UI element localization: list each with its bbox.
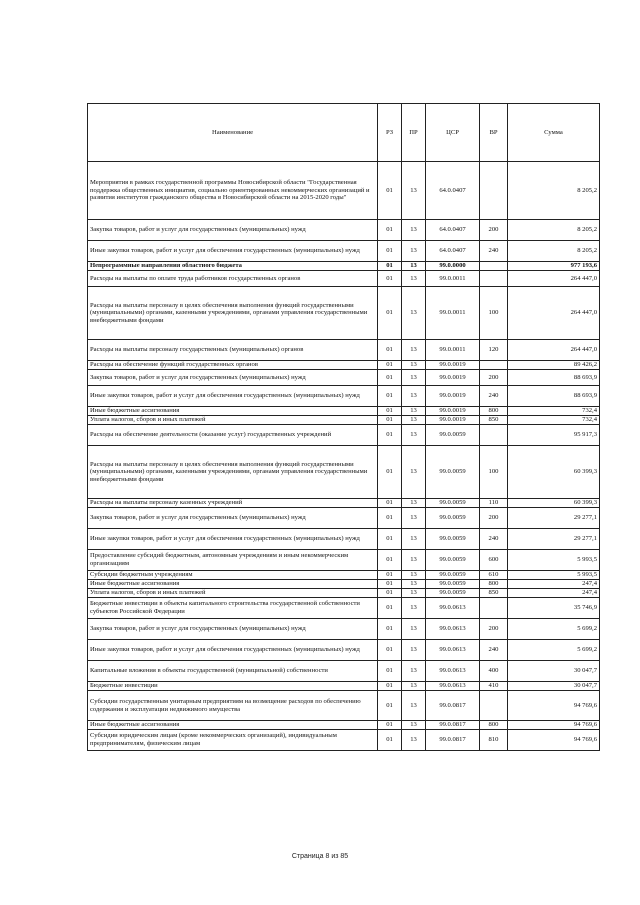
table-row [88, 241, 600, 262]
row-pr-cell: 13 [402, 580, 426, 589]
row-pr-cell: 13 [402, 340, 426, 361]
row-pr-cell: 13 [402, 640, 426, 661]
row-sum-cell: 8 205,2 [508, 241, 600, 262]
row-vr-cell: 410 [480, 682, 508, 691]
row-rz-cell: 01 [378, 220, 402, 241]
row-csr-cell: 99.0.0059 [426, 571, 480, 580]
row-name-cell: Иные бюджетные ассигнования [88, 580, 378, 589]
row-vr-cell: 110 [480, 499, 508, 508]
row-csr-cell: 99.0.0613 [426, 682, 480, 691]
row-sum-cell: 977 193,6 [508, 262, 600, 271]
row-rz-cell: 01 [378, 425, 402, 446]
table-row [88, 416, 600, 425]
row-sum-cell: 94 769,6 [508, 730, 600, 751]
row-csr-cell: 99.0.0019 [426, 386, 480, 407]
row-rz-cell: 01 [378, 529, 402, 550]
row-vr-cell: 240 [480, 640, 508, 661]
table-body [88, 162, 600, 751]
row-name-cell: Иные закупки товаров, работ и услуг для обеспечения государственных (муниципальных) нужд [88, 529, 378, 550]
page-number: Страница 8 из 85 [291, 853, 349, 860]
row-rz-cell: 01 [378, 262, 402, 271]
row-vr-cell: 200 [480, 220, 508, 241]
row-sum-cell: 8 205,2 [508, 162, 600, 220]
row-pr-cell: 13 [402, 271, 426, 287]
row-csr-cell: 99.0.0817 [426, 730, 480, 751]
row-sum-cell: 8 205,2 [508, 220, 600, 241]
table-row [88, 508, 600, 529]
row-sum-cell: 35 746,9 [508, 598, 600, 619]
row-rz-cell: 01 [378, 721, 402, 730]
header-pr: ПР [402, 104, 426, 162]
row-rz-cell: 01 [378, 416, 402, 425]
row-csr-cell: 64.0.0407 [426, 162, 480, 220]
row-vr-cell: 100 [480, 287, 508, 340]
row-csr-cell: 99.0.0817 [426, 691, 480, 721]
row-rz-cell: 01 [378, 730, 402, 751]
row-vr-cell: 400 [480, 661, 508, 682]
row-sum-cell: 732,4 [508, 407, 600, 416]
row-vr-cell: 200 [480, 508, 508, 529]
table-row [88, 598, 600, 619]
table-row [88, 162, 600, 220]
table-row [88, 499, 600, 508]
table-row [88, 287, 600, 340]
table-row [88, 361, 600, 370]
row-name-cell: Иные бюджетные ассигнования [88, 721, 378, 730]
row-rz-cell: 01 [378, 589, 402, 598]
row-name-cell: Закупка товаров, работ и услуг для государственных (муниципальных) нужд [88, 619, 378, 640]
row-name-cell: Субсидии бюджетным учреждениям [88, 571, 378, 580]
row-csr-cell: 99.0.0613 [426, 661, 480, 682]
header-sum: Сумма [508, 104, 600, 162]
row-vr-cell: 810 [480, 730, 508, 751]
row-vr-cell [480, 262, 508, 271]
row-csr-cell: 64.0.0407 [426, 220, 480, 241]
row-pr-cell: 13 [402, 550, 426, 571]
row-vr-cell: 850 [480, 589, 508, 598]
row-csr-cell: 99.0.0059 [426, 499, 480, 508]
row-rz-cell: 01 [378, 691, 402, 721]
row-pr-cell: 13 [402, 682, 426, 691]
row-vr-cell: 800 [480, 407, 508, 416]
row-csr-cell: 99.0.0817 [426, 721, 480, 730]
row-pr-cell: 13 [402, 416, 426, 425]
row-rz-cell: 01 [378, 446, 402, 499]
row-csr-cell: 99.0.0059 [426, 580, 480, 589]
row-csr-cell: 99.0.0019 [426, 407, 480, 416]
table-row [88, 220, 600, 241]
row-name-cell: Непрограммные направления областного бюджета [88, 262, 378, 271]
row-sum-cell: 95 917,3 [508, 425, 600, 446]
row-rz-cell: 01 [378, 386, 402, 407]
table-row [88, 262, 600, 271]
header-name: Наименование [88, 104, 378, 162]
row-sum-cell: 264 447,0 [508, 287, 600, 340]
row-name-cell: Иные закупки товаров, работ и услуг для обеспечения государственных (муниципальных) нужд [88, 640, 378, 661]
row-pr-cell: 13 [402, 370, 426, 386]
row-name-cell: Расходы на выплаты персоналу государственных (муниципальных) органов [88, 340, 378, 361]
row-sum-cell: 88 693,9 [508, 386, 600, 407]
row-pr-cell: 13 [402, 425, 426, 446]
header-csr: ЦСР [426, 104, 480, 162]
row-sum-cell: 60 399,3 [508, 446, 600, 499]
row-csr-cell: 99.0.0059 [426, 446, 480, 499]
row-pr-cell: 13 [402, 721, 426, 730]
table-row [88, 619, 600, 640]
table-row [88, 529, 600, 550]
row-sum-cell: 30 047,7 [508, 682, 600, 691]
header-vr: ВР [480, 104, 508, 162]
row-name-cell: Предоставление субсидий бюджетным, автономным учреждениям и иным некоммерческим организациям [88, 550, 378, 571]
row-name-cell: Расходы на обеспечение деятельности (оказание услуг) государственных учреждений [88, 425, 378, 446]
row-sum-cell: 5 699,2 [508, 619, 600, 640]
row-name-cell: Закупка товаров, работ и услуг для государственных (муниципальных) нужд [88, 370, 378, 386]
row-rz-cell: 01 [378, 340, 402, 361]
table-row [88, 386, 600, 407]
row-sum-cell: 88 693,9 [508, 370, 600, 386]
row-name-cell: Расходы на обеспечение функций государственных органов [88, 361, 378, 370]
row-csr-cell: 99.0.0059 [426, 550, 480, 571]
row-name-cell: Расходы на выплаты персоналу казенных учреждений [88, 499, 378, 508]
row-name-cell: Иные закупки товаров, работ и услуг для обеспечения государственных (муниципальных) нужд [88, 386, 378, 407]
row-vr-cell [480, 691, 508, 721]
row-vr-cell: 850 [480, 416, 508, 425]
row-sum-cell: 94 769,6 [508, 691, 600, 721]
row-rz-cell: 01 [378, 241, 402, 262]
row-sum-cell: 247,4 [508, 589, 600, 598]
table-row [88, 661, 600, 682]
row-csr-cell: 99.0.0000 [426, 262, 480, 271]
row-vr-cell: 240 [480, 241, 508, 262]
row-pr-cell: 13 [402, 691, 426, 721]
row-pr-cell: 13 [402, 386, 426, 407]
row-sum-cell: 732,4 [508, 416, 600, 425]
row-sum-cell: 29 277,1 [508, 508, 600, 529]
row-sum-cell: 29 277,1 [508, 529, 600, 550]
table-header-row [88, 104, 600, 162]
row-rz-cell: 01 [378, 370, 402, 386]
row-csr-cell: 64.0.0407 [426, 241, 480, 262]
row-name-cell: Расходы на выплаты персоналу в целях обеспечения выполнения функций государственными (муниципальными) органами, казенными учреждениями, органами управления государственными внебюджетными фондами [88, 446, 378, 499]
row-vr-cell: 120 [480, 340, 508, 361]
row-vr-cell: 610 [480, 571, 508, 580]
row-csr-cell: 99.0.0059 [426, 508, 480, 529]
row-sum-cell: 264 447,0 [508, 340, 600, 361]
header-rz: РЗ [378, 104, 402, 162]
row-pr-cell: 13 [402, 220, 426, 241]
row-name-cell: Субсидии государственным унитарным предприятиям на возмещение расходов по обеспечению содержания и эксплуатации недвижимого имущества [88, 691, 378, 721]
row-pr-cell: 13 [402, 241, 426, 262]
table-row [88, 370, 600, 386]
row-name-cell: Закупка товаров, работ и услуг для государственных (муниципальных) нужд [88, 220, 378, 241]
budget-table [87, 103, 600, 751]
row-pr-cell: 13 [402, 730, 426, 751]
table-row [88, 550, 600, 571]
row-vr-cell [480, 271, 508, 287]
row-vr-cell: 100 [480, 446, 508, 499]
row-pr-cell: 13 [402, 508, 426, 529]
table-row [88, 580, 600, 589]
row-sum-cell: 5 993,5 [508, 550, 600, 571]
row-rz-cell: 01 [378, 598, 402, 619]
table-row [88, 340, 600, 361]
row-sum-cell: 247,4 [508, 580, 600, 589]
row-vr-cell [480, 361, 508, 370]
row-vr-cell: 200 [480, 370, 508, 386]
row-vr-cell: 600 [480, 550, 508, 571]
row-name-cell: Уплата налогов, сборов и иных платежей [88, 416, 378, 425]
row-pr-cell: 13 [402, 571, 426, 580]
row-csr-cell: 99.0.0059 [426, 425, 480, 446]
row-sum-cell: 60 399,3 [508, 499, 600, 508]
row-name-cell: Субсидии юридическим лицам (кроме некоммерческих организаций), индивидуальным предпринимателям, физическим лицам [88, 730, 378, 751]
row-name-cell: Бюджетные инвестиции в объекты капитального строительства государственной собственности субъектов Российской Федерации [88, 598, 378, 619]
row-csr-cell: 99.0.0613 [426, 619, 480, 640]
row-pr-cell: 13 [402, 529, 426, 550]
row-vr-cell: 240 [480, 386, 508, 407]
row-pr-cell: 13 [402, 589, 426, 598]
row-rz-cell: 01 [378, 550, 402, 571]
row-rz-cell: 01 [378, 499, 402, 508]
row-rz-cell: 01 [378, 162, 402, 220]
row-name-cell: Иные бюджетные ассигнования [88, 407, 378, 416]
row-pr-cell: 13 [402, 287, 426, 340]
row-pr-cell: 13 [402, 361, 426, 370]
row-sum-cell: 5 993,5 [508, 571, 600, 580]
row-rz-cell: 01 [378, 508, 402, 529]
row-rz-cell: 01 [378, 271, 402, 287]
row-sum-cell: 94 769,6 [508, 721, 600, 730]
row-pr-cell: 13 [402, 499, 426, 508]
row-csr-cell: 99.0.0613 [426, 598, 480, 619]
table-row [88, 589, 600, 598]
row-pr-cell: 13 [402, 598, 426, 619]
row-vr-cell [480, 598, 508, 619]
table-row [88, 730, 600, 751]
row-rz-cell: 01 [378, 640, 402, 661]
row-vr-cell: 200 [480, 619, 508, 640]
table-row [88, 407, 600, 416]
row-vr-cell: 240 [480, 529, 508, 550]
row-csr-cell: 99.0.0019 [426, 361, 480, 370]
row-vr-cell [480, 162, 508, 220]
row-csr-cell: 99.0.0059 [426, 589, 480, 598]
row-name-cell: Бюджетные инвестиции [88, 682, 378, 691]
row-pr-cell: 13 [402, 162, 426, 220]
row-csr-cell: 99.0.0011 [426, 271, 480, 287]
row-sum-cell: 5 699,2 [508, 640, 600, 661]
row-csr-cell: 99.0.0011 [426, 340, 480, 361]
row-name-cell: Расходы на выплаты по оплате труда работников государственных органов [88, 271, 378, 287]
row-sum-cell: 30 047,7 [508, 661, 600, 682]
row-name-cell: Иные закупки товаров, работ и услуг для обеспечения государственных (муниципальных) нужд [88, 241, 378, 262]
row-csr-cell: 99.0.0059 [426, 529, 480, 550]
table-row [88, 425, 600, 446]
row-rz-cell: 01 [378, 580, 402, 589]
table-row [88, 446, 600, 499]
row-rz-cell: 01 [378, 407, 402, 416]
row-name-cell: Закупка товаров, работ и услуг для государственных (муниципальных) нужд [88, 508, 378, 529]
row-pr-cell: 13 [402, 661, 426, 682]
row-rz-cell: 01 [378, 661, 402, 682]
row-rz-cell: 01 [378, 571, 402, 580]
row-csr-cell: 99.0.0011 [426, 287, 480, 340]
row-name-cell: Уплата налогов, сборов и иных платежей [88, 589, 378, 598]
table-row [88, 691, 600, 721]
table-row [88, 682, 600, 691]
row-rz-cell: 01 [378, 682, 402, 691]
row-pr-cell: 13 [402, 446, 426, 499]
table-row [88, 640, 600, 661]
row-sum-cell: 89 426,2 [508, 361, 600, 370]
row-sum-cell: 264 447,0 [508, 271, 600, 287]
row-vr-cell: 800 [480, 580, 508, 589]
row-name-cell: Расходы на выплаты персоналу в целях обеспечения выполнения функций государственными (муниципальными) органами, казенными учреждениями, органами управления государственными внебюджетными фондами [88, 287, 378, 340]
row-csr-cell: 99.0.0613 [426, 640, 480, 661]
row-csr-cell: 99.0.0019 [426, 416, 480, 425]
row-rz-cell: 01 [378, 287, 402, 340]
table-row [88, 271, 600, 287]
row-name-cell: Капитальные вложения в объекты государственной (муниципальной) собственности [88, 661, 378, 682]
row-rz-cell: 01 [378, 619, 402, 640]
row-pr-cell: 13 [402, 619, 426, 640]
row-vr-cell: 800 [480, 721, 508, 730]
row-pr-cell: 13 [402, 262, 426, 271]
table-row [88, 721, 600, 730]
table-row [88, 571, 600, 580]
row-rz-cell: 01 [378, 361, 402, 370]
row-csr-cell: 99.0.0019 [426, 370, 480, 386]
row-name-cell: Мероприятия в рамках государственной программы Новосибирской области "Государственная поддержка общественных инициатив, социально ориентированных некоммерческих организаций и развития институтов гражданского общества в Новосибирской области на 2015-2020 годы" [88, 162, 378, 220]
row-pr-cell: 13 [402, 407, 426, 416]
row-vr-cell [480, 425, 508, 446]
